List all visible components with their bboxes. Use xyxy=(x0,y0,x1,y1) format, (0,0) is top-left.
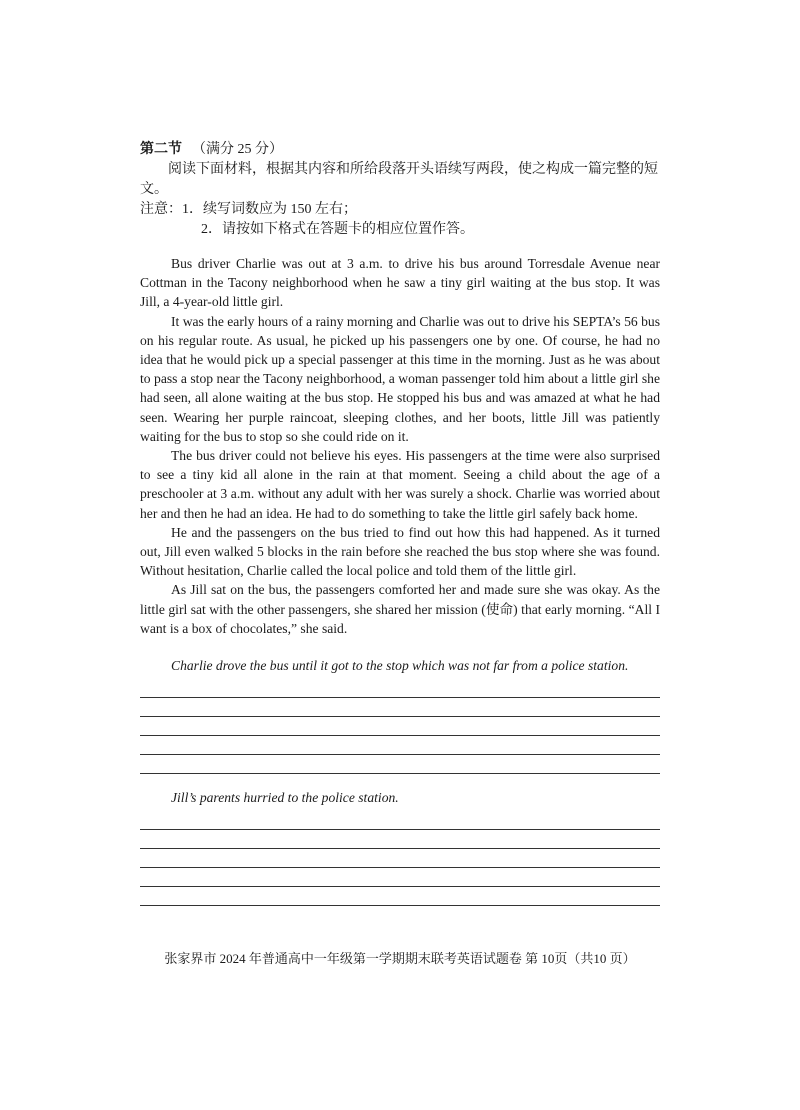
answer-line xyxy=(140,698,660,717)
answer-line xyxy=(140,830,660,849)
note-answer-format: 2．请按如下格式在答题卡的相应位置作答。 xyxy=(201,222,474,237)
answer-lines-2 xyxy=(140,811,660,906)
exam-page xyxy=(140,140,660,906)
continuation-prompt-1: Charlie drove the bus until it got to the stop which was not far from a police station. xyxy=(171,658,629,674)
answer-line xyxy=(140,849,660,868)
answer-line xyxy=(140,868,660,887)
answer-line xyxy=(140,887,660,906)
note-word-count: 注意：1．续写词数应为 150 左右； xyxy=(140,202,357,217)
answer-line xyxy=(140,811,660,830)
task-instruction: 阅读下面材料，根据其内容和所给段落开头语续写两段，使之构成一篇完整的短文。 xyxy=(140,162,658,197)
reading-passage xyxy=(140,254,660,638)
page-footer: 张家界市 2024 年普通高中一年级第一学期期末联考英语试题卷 第 10页（共10 页） xyxy=(164,951,636,966)
continuation-prompt-2: Jill’s parents hurried to the police station. xyxy=(171,790,399,806)
passage-paragraph-5: As Jill sat on the bus, the passengers comforted her and made sure she was okay. As the little girl sat with the other passengers, she shared her mission (使命) that early morning. “All I want is a box of chocolates,” she said. xyxy=(140,582,660,636)
passage-paragraph-3: The bus driver could not believe his eyes. His passengers at the time were also surprised to see a tiny kid all alone in the rain at that moment. Seeing a child about the age of a preschooler at 3 a.m. without any adult with her was surely a shock. Charlie was worried about her and then he had an idea. He had to do something to take the little girl safely back home. xyxy=(140,448,660,521)
passage-paragraph-4: He and the passengers on the bus tried to find out how this had happened. As it turned out, Jill even walked 5 blocks in the rain before she reached the bus stop where she was found. Without hesitation, Charlie called the local police and told them of the little girl. xyxy=(140,524,660,579)
passage-paragraph-2: It was the early hours of a rainy morning and Charlie was out to drive his SEPTA’s 56 bus on his regular route. As usual, he picked up his passengers one by one. Of course, he had no idea that he would pick up a special passenger at this time in the morning. Just as he was about to pass a stop near the Tacony neighborhood, a woman passenger told him about a little girl she had seen, all alone waiting at the bus stop. He stopped his bus and was amazed at what he had seen. Wearing her purple raincoat, sleeping clothes, and her boots, little Jill was patiently waiting for the bus to stop so she could ride on it. xyxy=(140,313,660,444)
answer-line xyxy=(140,679,660,698)
section-score: （满分 25 分） xyxy=(192,142,283,157)
answer-line xyxy=(140,755,660,774)
passage-paragraph-1: Bus driver Charlie was out at 3 a.m. to drive his bus around Torresdale Avenue near Cottman in the Tacony neighborhood when he saw a tiny girl waiting at the bus stop. It was Jill, a 4-year-old little girl. xyxy=(140,256,660,310)
answer-line xyxy=(140,736,660,755)
answer-lines-1 xyxy=(140,679,660,774)
answer-line xyxy=(140,717,660,736)
section-header xyxy=(140,140,660,160)
notes-block xyxy=(140,200,660,240)
section-title: 第二节 xyxy=(140,142,182,157)
